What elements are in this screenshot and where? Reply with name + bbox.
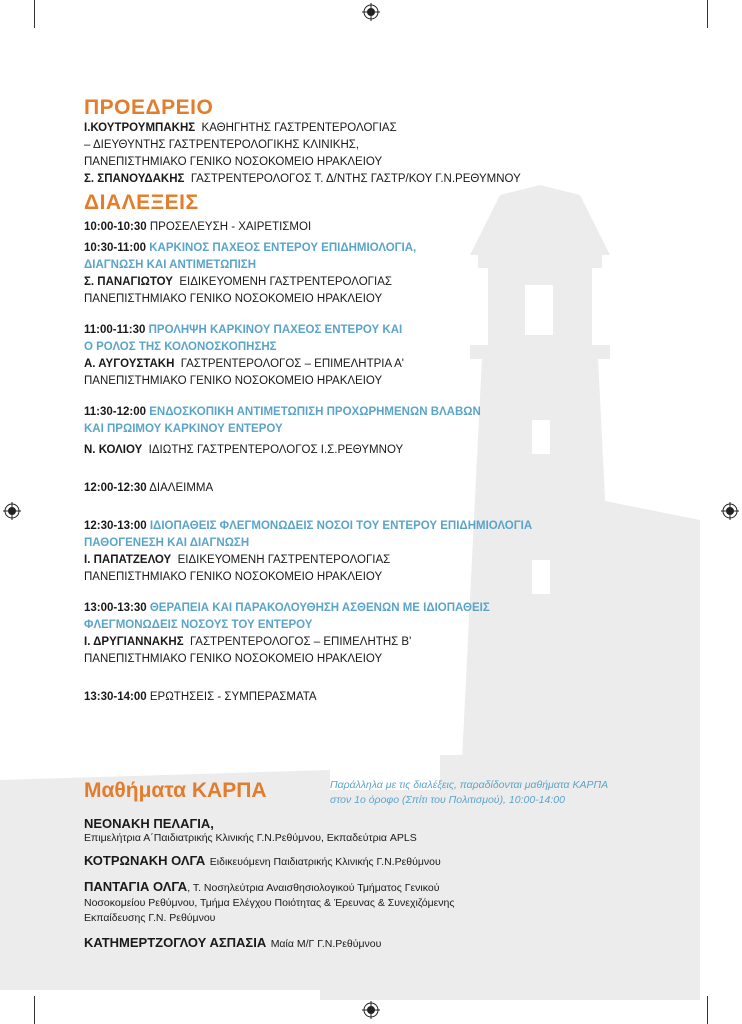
session-line (84, 404, 704, 421)
chair-role: ΠΑΝΕΠΙΣΤΗΜΙΑΚΟ ΓΕΝΙΚΟ ΝΟΣΟΚΟΜΕΙΟ ΗΡΑΚΛΕΙΟΥ (84, 156, 383, 168)
speaker-role: ΙΔΙΩΤΗΣ ΓΑΣΤΡΕΝΤΕΡΟΛΟΓΟΣ Ι.Σ.ΡΕΘΥΜΝΟΥ (148, 444, 404, 456)
session-topic: ΦΛΕΓΜΟΝΩΔΕΙΣ ΝΟΣΟΥΣ ΤΟΥ ΕΝΤΕΡΟΥ (84, 619, 313, 631)
session-topic: ΠΑΘΟΓΕΝΕΣΗ ΚΑΙ ΔΙΑΓΝΩΣΗ (84, 537, 250, 549)
instructor-desc: , Τ. Νοσηλεύτρια Αναισθησιολογικού Τμήματος Γενικού (187, 882, 440, 894)
session-time: 12:30-13:00 (84, 520, 147, 532)
speaker-name: Ν. ΚΟΛΙΟΥ (84, 444, 143, 456)
section-title-proedreio: ΠΡΟΕΔΡΕΙΟ (84, 96, 214, 119)
session-time: 10:30-11:00 (84, 242, 147, 254)
program-content (84, 96, 704, 706)
instructor (84, 878, 704, 926)
registration-mark-icon (3, 502, 21, 520)
crop-mark (707, 996, 708, 1024)
karpa-note-line: στον 1ο όροφο (Σπίτι του Πολιτισμού), 10:00-14:00 (330, 794, 565, 806)
speaker-institution: ΠΑΝΕΠΙΣΤΗΜΙΑΚΟ ΓΕΝΙΚΟ ΝΟΣΟΚΟΜΕΙΟ ΗΡΑΚΛΕΙΟΥ (84, 375, 383, 387)
session-line (84, 322, 704, 339)
instructor-desc: Νοσοκομείου Ρεθύμνου, Τμήμα Ελέγχου Ποιότητας & Έρευνας & Συνεχιζόμενης (84, 897, 455, 909)
chair-role: ΚΑΘΗΓΗΤΗΣ ΓΑΣΤΡΕΝΤΕΡΟΛΟΓΙΑΣ (201, 122, 397, 134)
speaker-line (84, 274, 704, 291)
instructor-name: ΠΑΝΤΑΓΙΑ ΟΛΓΑ (84, 879, 188, 894)
session-time: 11:30-12:00 (84, 406, 147, 418)
registration-mark-icon (362, 1001, 380, 1019)
instructor-name: ΚΟΤΡΩΝΑΚΗ ΟΛΓΑ (84, 853, 206, 868)
session-line (84, 600, 704, 617)
session-topic: ΕΝΔΟΣΚΟΠΙΚΗ ΑΝΤΙΜΕΤΩΠΙΣΗ ΠΡΟΧΩΡΗΜΕΝΩΝ ΒΛΑΒΩΝ (149, 406, 481, 418)
speaker-line (84, 356, 704, 373)
session-text: ΠΡΟΣΕΛΕΥΣΗ - ΧΑΙΡΕΤΙΣΜΟΙ (149, 221, 312, 233)
instructor-name: ΚΑΤΗΜΕΡΤΖΟΓΛΟΥ ΑΣΠΑΣΙΑ (84, 935, 267, 950)
session-text: ΔΙΑΛΕΙΜΜΑ (149, 482, 214, 494)
session-text: ΕΡΩΤΗΣΕΙΣ - ΣΥΜΠΕΡΑΣΜΑΤΑ (149, 691, 317, 703)
speaker-institution: ΠΑΝΕΠΙΣΤΗΜΙΑΚΟ ΓΕΝΙΚΟ ΝΟΣΟΚΟΜΕΙΟ ΗΡΑΚΛΕΙΟΥ (84, 293, 383, 305)
chair-line (84, 120, 704, 137)
session-topic: ΘΕΡΑΠΕΙΑ ΚΑΙ ΠΑΡΑΚΟΛΟΥΘΗΣΗ ΑΣΘΕΝΩΝ ΜΕ ΙΔΙΟΠΑΘΕΙΣ (149, 602, 490, 614)
instructor-desc: Εκπαίδευσης Γ.Ν. Ρεθύμνου (84, 912, 216, 924)
speaker-name: Ι. ΔΡΥΓΙΑΝΝΑΚΗΣ (84, 636, 184, 648)
chair-name: Ι.ΚΟΥΤΡΟΥΜΠΑΚΗΣ (84, 122, 196, 134)
registration-mark-icon (362, 3, 380, 21)
instructor (84, 934, 704, 952)
session-line (84, 518, 704, 535)
speaker-role: ΓΑΣΤΡΕΝΤΕΡΟΛΟΓΟΣ – ΕΠΙΜΕΛΗΤΗΣ Β' (190, 636, 412, 648)
speaker-role: ΕΙΔΙΚΕΥΟΜΕΝΗ ΓΑΣΤΡΕΝΤΕΡΟΛΟΓΙΑΣ (179, 276, 392, 288)
session-topic: Ο ΡΟΛΟΣ ΤΗΣ ΚΟΛΟΝΟΣΚΟΠΗΣΗΣ (84, 341, 277, 353)
session-topic: ΠΡΟΛΗΨΗ ΚΑΡΚΙΝΟΥ ΠΑΧΕΟΣ ΕΝΤΕΡΟΥ ΚΑΙ (148, 324, 403, 336)
session-line (84, 689, 704, 706)
session-topic: ΔΙΑΓΝΩΣΗ ΚΑΙ ΑΝΤΙΜΕΤΩΠΙΣΗ (84, 259, 257, 271)
session-time: 11:00-11:30 (84, 324, 146, 336)
chair-name: Σ. ΣΠΑΝΟΥΔΑΚΗΣ (84, 173, 185, 185)
karpa-instructors (84, 816, 704, 956)
crop-mark (707, 0, 708, 28)
instructor-desc: Ειδικευόμενη Παιδιατρικής Κλινικής Γ.Ν.Ρεθύμνου (209, 856, 441, 868)
session-time: 13:30-14:00 (84, 691, 147, 703)
chair-line (84, 171, 704, 188)
instructor (84, 852, 704, 870)
speaker-institution: ΠΑΝΕΠΙΣΤΗΜΙΑΚΟ ΓΕΝΙΚΟ ΝΟΣΟΚΟΜΕΙΟ ΗΡΑΚΛΕΙΟΥ (84, 571, 383, 583)
speaker-line (84, 634, 704, 651)
session-topic: ΚΑΙ ΠΡΩΙΜΟΥ ΚΑΡΚΙΝΟΥ ΕΝΤΕΡΟΥ (84, 423, 283, 435)
session-time: 10:00-10:30 (84, 221, 147, 233)
karpa-note (330, 778, 608, 808)
registration-mark-icon (721, 502, 739, 520)
section-title-karpa: Μαθήματα ΚΑΡΠΑ (84, 779, 267, 802)
speaker-name: Ι. ΠΑΠΑΤΖΕΛΟΥ (84, 554, 172, 566)
session-line (84, 219, 704, 236)
session-topic: ΙΔΙΟΠΑΘΕΙΣ ΦΛΕΓΜΟΝΩΔΕΙΣ ΝΟΣΟΙ ΤΟΥ ΕΝΤΕΡΟΥ ΕΠΙΔΗΜΙΟΛΟΓΙΑ (149, 520, 533, 532)
chair-role: – ΔΙΕΥΘΥΝΤΗΣ ΓΑΣΤΡΕΝΤΕΡΟΛΟΓΙΚΗΣ ΚΛΙΝΙΚΗΣ, (84, 139, 360, 151)
instructor-name: ΝΕΟΝΑΚΗ ΠΕΛΑΓΙΑ, (84, 816, 214, 831)
speaker-line (84, 442, 704, 459)
chair-line (84, 154, 704, 171)
instructor-desc: Επιμελήτρια Α΄Παιδιατρικής Κλινικής Γ.Ν.Ρεθύμνου, Εκπαδεύτρια APLS (84, 832, 417, 844)
session-topic: ΚΑΡΚΙΝΟΣ ΠΑΧΕΟΣ ΕΝΤΕΡΟΥ ΕΠΙΔΗΜΙΟΛΟΓΙΑ, (149, 242, 417, 254)
chair-role: ΓΑΣΤΡΕΝΤΕΡΟΛΟΓΟΣ Τ. Δ/ΝΤΗΣ ΓΑΣΤΡ/ΚΟΥ Γ.Ν.ΡΕΘΥΜΝΟΥ (190, 173, 521, 185)
chair-line (84, 137, 704, 154)
instructor-desc: Μαία Μ/Γ Γ.Ν.Ρεθύμνου (270, 938, 382, 950)
session-time: 13:00-13:30 (84, 602, 147, 614)
speaker-name: Σ. ΠΑΝΑΓΙΩΤΟΥ (84, 276, 173, 288)
session-line (84, 480, 704, 497)
speaker-name: Α. ΑΥΓΟΥΣΤΑΚΗ (84, 358, 175, 370)
speaker-institution: ΠΑΝΕΠΙΣΤΗΜΙΑΚΟ ΓΕΝΙΚΟ ΝΟΣΟΚΟΜΕΙΟ ΗΡΑΚΛΕΙΟΥ (84, 653, 383, 665)
session-time: 12:00-12:30 (84, 482, 147, 494)
section-title-dialexeis: ΔΙΑΛΕΞΕΙΣ (84, 191, 199, 214)
crop-mark (34, 0, 35, 28)
speaker-role: ΓΑΣΤΡΕΝΤΕΡΟΛΟΓΟΣ – ΕΠΙΜΕΛΗΤΡΙΑ Α' (180, 358, 404, 370)
session-line (84, 240, 704, 257)
karpa-header (84, 775, 704, 815)
karpa-note-line: Παράλληλα με τις διαλέξεις, παραδίδονται μαθήματα ΚΑΡΠΑ (330, 779, 609, 791)
instructor (84, 816, 704, 846)
crop-mark (34, 996, 35, 1024)
speaker-role: ΕΙΔΙΚΕΥΟΜΕΝΗ ΓΑΣΤΡΕΝΤΕΡΟΛΟΓΙΑΣ (177, 554, 391, 566)
speaker-line (84, 552, 704, 569)
